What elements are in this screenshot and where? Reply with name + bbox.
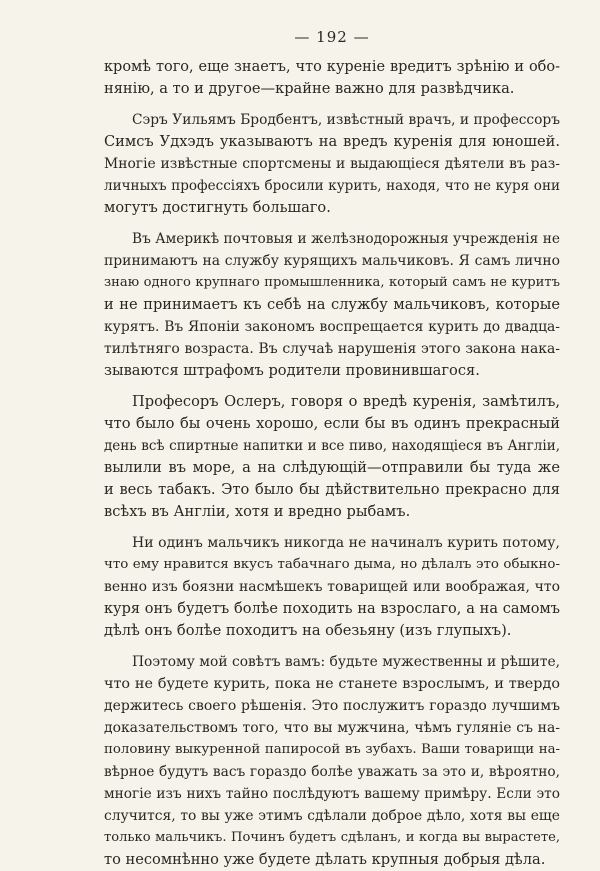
text-line: могутъ достигнуть большаго. xyxy=(104,199,331,216)
text-line: нянію, а то и другое—крайне важно для развѣдчика. xyxy=(104,80,515,97)
text-line: тилѣтняго возраста. Въ случаѣ нарушенія этого закона нака- xyxy=(104,341,560,357)
text-line: Професоръ Ослеръ, говоря о вредѣ куренія, замѣтилъ, xyxy=(132,393,560,410)
paragraph xyxy=(104,228,560,382)
text-line: венно изъ боязни насмѣшекъ товарищей или воображая, что xyxy=(104,579,560,595)
text-line: половину выкуренной папиросой въ зубахъ. Ваши товарищи на- xyxy=(104,742,560,757)
text-line: Сэръ Уильямъ Бродбентъ, извѣстный врачъ, и профессоръ xyxy=(132,112,560,128)
text-line: Въ Америкѣ почтовыя и желѣзнодорожныя учрежденія не xyxy=(132,231,560,247)
text-line: вылили въ море, а на слѣдующій—отправили бы туда же xyxy=(104,459,560,476)
text-line: Поэтому мой совѣтъ вамъ: будьте мужественны и рѣшите, xyxy=(132,654,560,670)
text-line: курятъ. Въ Японіи закономъ воспрещается курить до двадца- xyxy=(104,319,560,335)
text-line: дѣлѣ онъ болѣе походитъ на обезьяну (изъ глупыхъ). xyxy=(104,622,512,639)
text-line: и не принимаетъ къ себѣ на службу мальчиковъ, которые xyxy=(104,296,560,313)
paragraph xyxy=(104,56,560,100)
text-line: личныхъ профессіяхъ бросили курить, находя, что не куря они xyxy=(104,178,560,194)
text-line: только мальчикъ. Починъ будетъ сдѣланъ, и когда вы вырастете, xyxy=(104,830,560,845)
text-line: многіе изъ нихъ тайно послѣдуютъ вашему примѣру. Если это xyxy=(104,786,560,802)
text-line: кромѣ того, еще знаетъ, что куреніе вредитъ зрѣнію и обо- xyxy=(104,59,560,75)
text-line: случится, то вы уже этимъ сдѣлали доброе дѣло, хотя вы еще xyxy=(104,808,560,824)
text-line: держитесь своего рѣшенія. Это послужитъ гораздо лучшимъ xyxy=(104,698,560,714)
paragraph xyxy=(104,532,560,642)
text-line: вѣрное будутъ васъ гораздо болѣе уважать за это и, вѣроятно, xyxy=(104,764,560,780)
text-line: и весь табакъ. Это было бы дѣйствительно прекрасно для xyxy=(104,481,560,498)
paragraph xyxy=(104,651,560,871)
text-line: доказательствомъ того, что вы мужчина, чѣмъ гуляніе съ на- xyxy=(104,720,560,736)
paragraph xyxy=(104,109,560,219)
page-number: — 192 — xyxy=(294,28,370,46)
text-line: Симсъ Удхэдъ указываютъ на вредъ куренія для юношей. xyxy=(104,133,560,150)
text-line: что было бы очень хорошо, если бы въ одинъ прекрасный xyxy=(104,415,560,432)
text-line: зываются штрафомъ родители провинившагося. xyxy=(104,362,480,379)
text-line: что не будете курить, пока не станете взрослымъ, и твердо xyxy=(104,676,560,692)
paragraph xyxy=(104,391,560,523)
text-line: знаю одного крупнаго промышленника, который самъ не куритъ xyxy=(104,275,560,290)
text-line: принимаютъ на службу курящихъ мальчиковъ. Я самъ лично xyxy=(104,253,560,269)
text-line: куря онъ будетъ болѣе походить на взрослаго, а на самомъ xyxy=(104,601,560,617)
text-line: что ему нравится вкусъ табачнаго дыма, но дѣлалъ это обыкно- xyxy=(104,557,560,572)
body-text xyxy=(104,56,560,871)
text-line: Ни одинъ мальчикъ никогда не начиналъ курить потому, xyxy=(132,535,560,551)
text-line: день всѣ спиртные напитки и все пиво, находящіеся въ Англіи, xyxy=(104,438,560,454)
text-line: то несомнѣнно уже будете дѣлать крупныя добрыя дѣла. xyxy=(104,851,546,868)
text-line: Многіе извѣстные спортсмены и выдающіеся дѣятели въ раз- xyxy=(104,156,560,172)
text-line: всѣхъ въ Англіи, хотя и вредно рыбамъ. xyxy=(104,503,411,520)
